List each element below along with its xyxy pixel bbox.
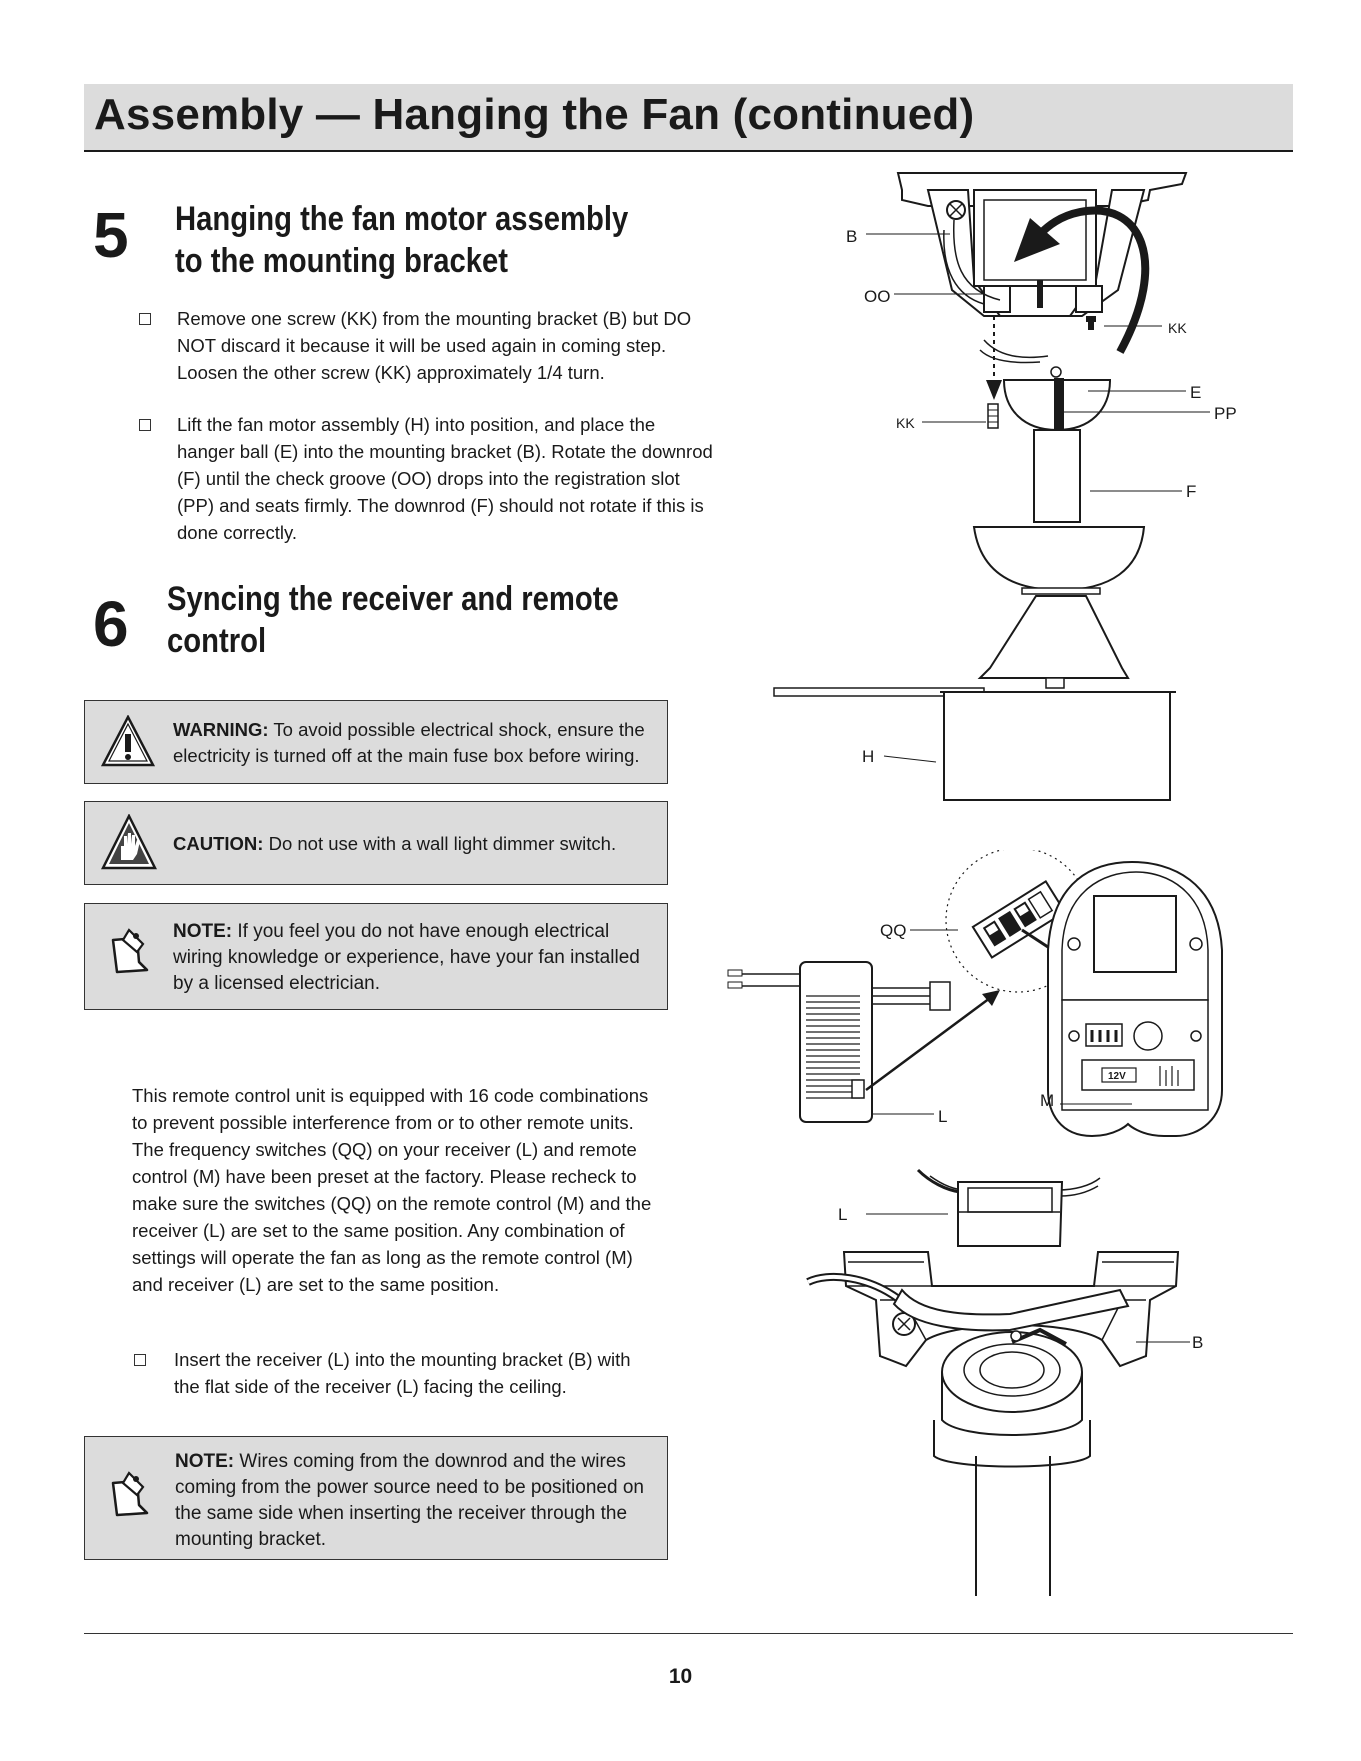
step-5-bullet-1-text: Remove one screw (KK) from the mounting bracket (B) but DO NOT discard it because it will be used again in coming step. Loosen the other screw (KK) approximately 1/4 turn. — [177, 308, 692, 383]
warning-text — [173, 717, 653, 769]
step-5-bullet-2-text: Lift the fan motor assembly (H) into position, and place the hanger ball (E) into the mounting bracket (B). Rotate the downrod (F) until the check groove (OO) drops into the registration slot (PP) and seats firmly. The downrod (F) should not rotate if this is done correctly. — [177, 414, 713, 543]
checkbox-icon — [134, 1354, 146, 1366]
step-6-bullet-text: Insert the receiver (L) into the mounting bracket (B) with the flat side of the receiver (L) facing the ceiling. — [174, 1349, 631, 1397]
label-e: E — [1190, 383, 1202, 402]
warning-message: To avoid possible electrical shock, ensure the electricity is turned off at the main fuse box before wiring. — [173, 719, 645, 766]
step-6-title-line1: Syncing the receiver and remote — [167, 580, 619, 618]
caution-text — [173, 831, 653, 857]
step-5-title — [175, 198, 628, 282]
note-box-1 — [84, 903, 668, 1010]
note-1-text — [173, 919, 657, 997]
step-5-number: 5 — [93, 199, 129, 271]
note-2-message: Wires coming from the downrod and the wires coming from the power source need to be positioned on the same side when inserting the receiver through the mounting bracket. — [175, 1451, 644, 1550]
footer-rule — [84, 1633, 1293, 1634]
warning-triangle-icon — [101, 715, 155, 767]
battery-voltage-label: 12V — [1108, 1071, 1126, 1082]
label-pp: PP — [1214, 404, 1237, 423]
header-band — [84, 84, 1293, 152]
label-b: B — [846, 227, 858, 246]
step-6-number: 6 — [93, 588, 129, 660]
step-5-title-line1: Hanging the fan motor assembly — [175, 200, 629, 238]
note-pad-icon — [107, 926, 155, 978]
receiver-insert-diagram — [780, 1160, 1240, 1600]
label-l: L — [938, 1107, 948, 1126]
page-number: 10 — [668, 1665, 693, 1688]
label-kk-right: KK — [1168, 320, 1187, 336]
caution-message: Do not use with a wall light dimmer switch. — [268, 833, 617, 854]
receiver-remote-diagram — [720, 850, 1260, 1150]
label-qq: QQ — [880, 921, 907, 940]
step-5-title-line2: to the mounting bracket — [175, 242, 509, 280]
warning-label: WARNING: — [173, 719, 269, 740]
note-box-2 — [84, 1436, 668, 1560]
step-6-title — [167, 578, 619, 662]
label-oo: OO — [864, 287, 891, 306]
note-2-text — [175, 1449, 659, 1553]
note-1-label: NOTE: — [173, 921, 233, 942]
label-h: H — [862, 747, 875, 766]
label-m: M — [1040, 1091, 1055, 1110]
warning-box — [84, 700, 668, 784]
label-kk-left: KK — [896, 415, 915, 431]
label-f: F — [1186, 482, 1197, 501]
caution-label: CAUTION: — [173, 833, 264, 854]
note-2-label: NOTE: — [175, 1451, 235, 1472]
label-l2: L — [838, 1205, 848, 1224]
step-6-paragraph: This remote control unit is equipped with 16 code combinations to prevent possible interference from or to other remote units. The frequency switches (QQ) on your receiver (L) and remote control (M) have been preset at the factory. Please recheck to make sure the switches (QQ) on the remote control (M) and the receiver (L) are set to the same position. Any combination of settings will operate the fan as long as the remote control (M) and receiver (L) are set to the same position. — [132, 1085, 652, 1295]
checkbox-icon — [139, 419, 151, 431]
checkbox-icon — [139, 313, 151, 325]
caution-box — [84, 801, 668, 885]
label-b2: B — [1192, 1333, 1204, 1352]
note-1-message: If you feel you do not have enough electrical wiring knowledge or experience, have your fan installed by a licensed electrician. — [173, 921, 640, 994]
hanging-fan-diagram — [760, 165, 1240, 815]
caution-hand-icon — [101, 814, 157, 870]
page-title: Assembly — Hanging the Fan (continued) — [94, 90, 975, 139]
note-pad-icon — [107, 1469, 155, 1521]
step-6-title-line2: control — [167, 622, 267, 660]
